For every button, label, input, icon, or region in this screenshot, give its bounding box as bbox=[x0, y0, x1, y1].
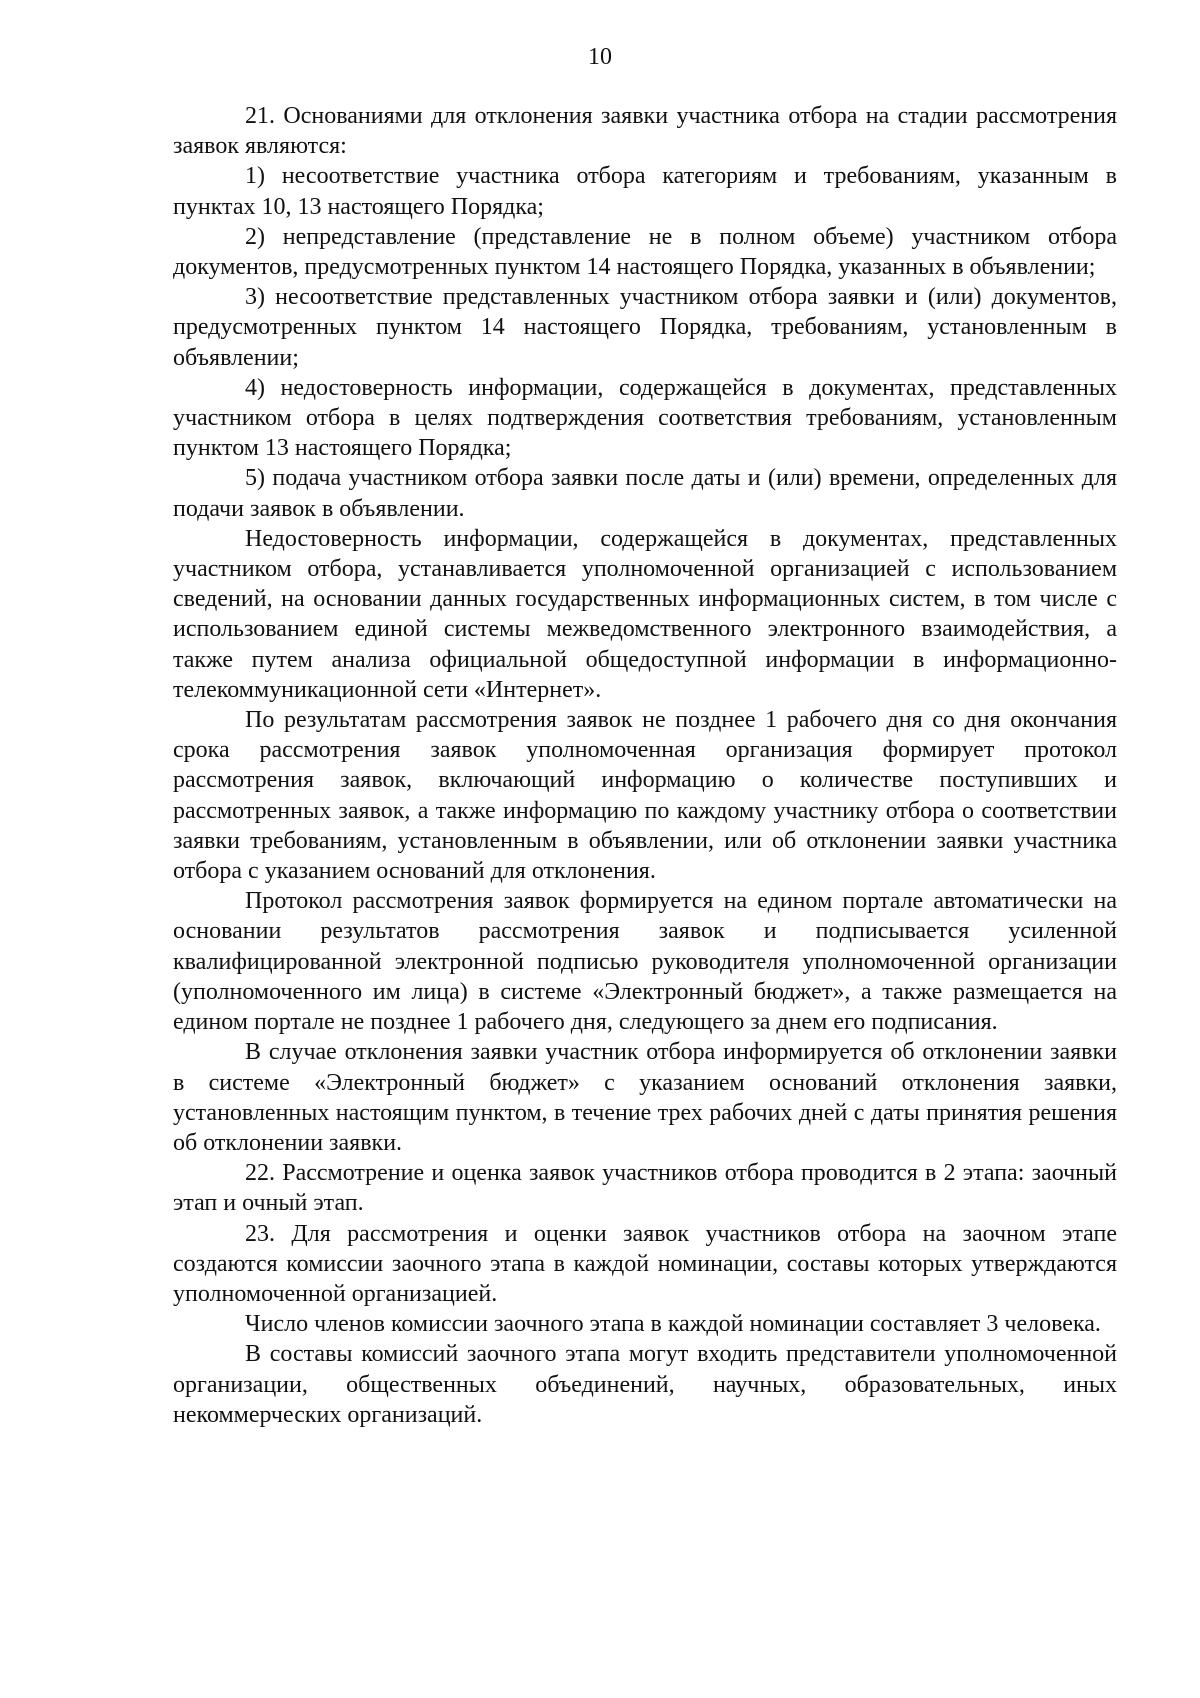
document-body bbox=[173, 101, 1117, 1430]
paragraph-21-item-3: 3) несоответствие представленных участником отбора заявки и (или) документов, предусмотренных пунктом 14 настоящего Порядка, требованиям, установленным в объявлении; bbox=[173, 284, 1117, 371]
paragraph-21-item-1: 1) несоответствие участника отбора категориям и требованиям, указанным в пунктах 10, 13 настоящего Порядка; bbox=[173, 163, 1117, 220]
paragraph-protocol-formation: По результатам рассмотрения заявок не позднее 1 рабочего дня со дня окончания срока рассмотрения заявок уполномоченная организация формирует протокол рассмотрения заявок, включающий информацию о количестве поступивших и рассмотренных заявок, а также информацию по каждому участнику отбора о соответствии заявки требованиям, установленным в объявлении, или об отклонении заявки участника отбора с указанием оснований для отклонения. bbox=[173, 707, 1117, 885]
paragraph-21-item-2: 2) непредставление (представление не в полном объеме) участником отбора документов, предусмотренных пунктом 14 настоящего Порядка, указанных в объявлении; bbox=[173, 223, 1117, 281]
paragraph-unreliability: Недостоверность информации, содержащейся в документах, представленных участником отбора, устанавливается уполномоченной организацией с использованием сведений, на основании данных государственных информационных систем, в том числе с использованием единой системы межведомственного электронного взаимодействия, а также путем анализа официальной общедоступной информации в информационно-телекоммуникационной сети «Интернет». bbox=[173, 525, 1117, 703]
paragraph-protocol-signing: Протокол рассмотрения заявок формируется на едином портале автоматически на основании результатов рассмотрения заявок и подписывается усиленной квалифицированной электронной подписью руководителя уполномоченной организации (уполномоченного им лица) в системе «Электронный бюджет», а также размещается на едином портале не позднее 1 рабочего дня, следующего за днем его подписания. bbox=[173, 888, 1117, 1036]
paragraph-commission-size: Число членов комиссии заочного этапа в каждой номинации составляет 3 человека. bbox=[245, 1311, 1101, 1338]
paragraph-commission-members: В составы комиссий заочного этапа могут входить представители уполномоченной организации, общественных объединений, научных, образовательных, иных некоммерческих организаций. bbox=[173, 1341, 1117, 1428]
paragraph-21-item-4: 4) недостоверность информации, содержащейся в документах, представленных участником отбора в целях подтверждения соответствия требованиям, установленным пунктом 13 настоящего Порядка; bbox=[173, 374, 1117, 462]
paragraph-21: 21. Основаниями для отклонения заявки участника отбора на стадии рассмотрения заявок являются: bbox=[173, 103, 1117, 160]
page-number: 10 bbox=[588, 44, 612, 70]
paragraph-21-item-5: 5) подача участником отбора заявки после даты и (или) времени, определенных для подачи заявок в объявлении. bbox=[173, 465, 1117, 522]
paragraph-23: 23. Для рассмотрения и оценки заявок участников отбора на заочном этапе создаются комиссии заочного этапа в каждой номинации, составы которых утверждаются уполномоченной организацией. bbox=[173, 1220, 1117, 1307]
paragraph-22: 22. Рассмотрение и оценка заявок участников отбора проводится в 2 этапа: заочный этап и очный этап. bbox=[173, 1160, 1117, 1217]
paragraph-rejection-notice: В случае отклонения заявки участник отбора информируется об отклонении заявки в системе «Электронный бюджет» с указанием оснований отклонения заявки, установленных настоящим пунктом, в течение трех рабочих дней с даты принятия решения об отклонении заявки. bbox=[173, 1039, 1117, 1156]
